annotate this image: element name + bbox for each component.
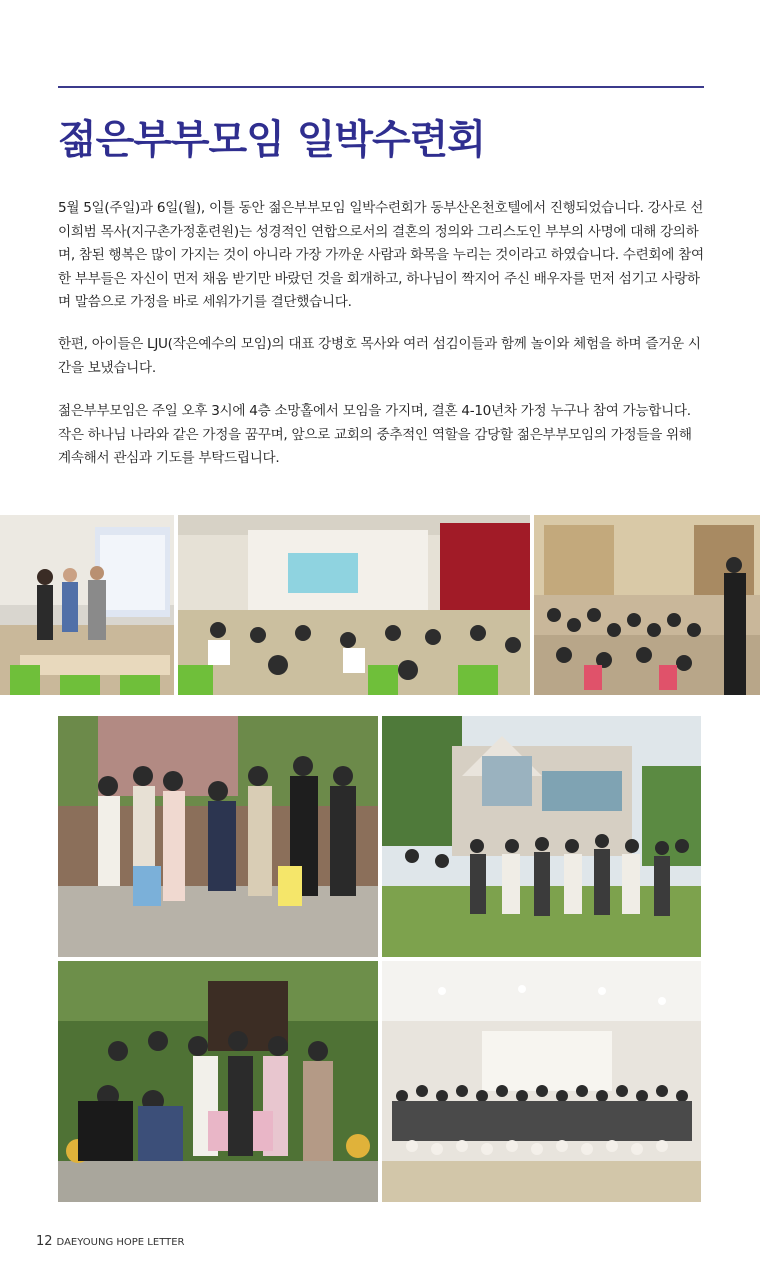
photo-group-garden-arch	[58, 961, 378, 1202]
page-number: 12	[36, 1234, 53, 1249]
photo-lecture-hall	[178, 515, 530, 695]
photo-group-hall	[382, 961, 701, 1202]
paragraph-retreat: 5월 5일(주일)과 6일(월), 이틀 동안 젊은부부모임 일박수련회가 동부산온천호텔에서 진행되었습니다. 강사로 선 이희범 목사(지구촌가정훈련원)는 성경적인 연합으로서의 결혼의 정의와 그리스도인 부부의 사명에 대해 강의하며, 참된 행복은 많이 가지는 것이 아니라 가장 가까운 사람과 화목을 누리는 것이라고 하였습니다. 수련회에 참여한 부부들은 자신이 먼저 채움 받기만 바랐던 것을 회개하고, 하나님이 짝지어 주신 배우자를 먼저 섬기고 사랑하며 말씀으로 가정을 바로 세워가기를 결단했습니다.	[58, 200, 704, 310]
paragraph-children: 한편, 아이들은 LJU(작은예수의 모임)의 대표 강병호 목사와 여러 섬김이들과 함께 놀이와 체험을 하며 즐거운 시간을 보냈습니다.	[58, 336, 701, 376]
publication-name: DAEYOUNG HOPE LETTER	[56, 1237, 185, 1248]
paragraph-meeting-info: 젊은부부모임은 주일 오후 3시에 4층 소망홀에서 모임을 가지며, 결혼 4-10년차 가정 누구나 참여 가능합니다. 작은 하나님 나라와 같은 가정을 꿈꾸며, 앞으로 교회의 중추적인 역할을 감당할 젊은부부모임의 가정들을 위해 계속해서 관심과 기도를 부탁드립니다.	[58, 403, 692, 466]
page-title: 젊은부부모임 일박수련회	[58, 117, 485, 163]
photo-children-activity	[534, 515, 760, 695]
photo-group-garden-left	[58, 716, 378, 957]
page-footer	[36, 1234, 185, 1249]
top-rule	[58, 86, 704, 88]
photo-group-outdoor-building	[382, 716, 701, 957]
photo-lecture-stage	[0, 515, 174, 695]
